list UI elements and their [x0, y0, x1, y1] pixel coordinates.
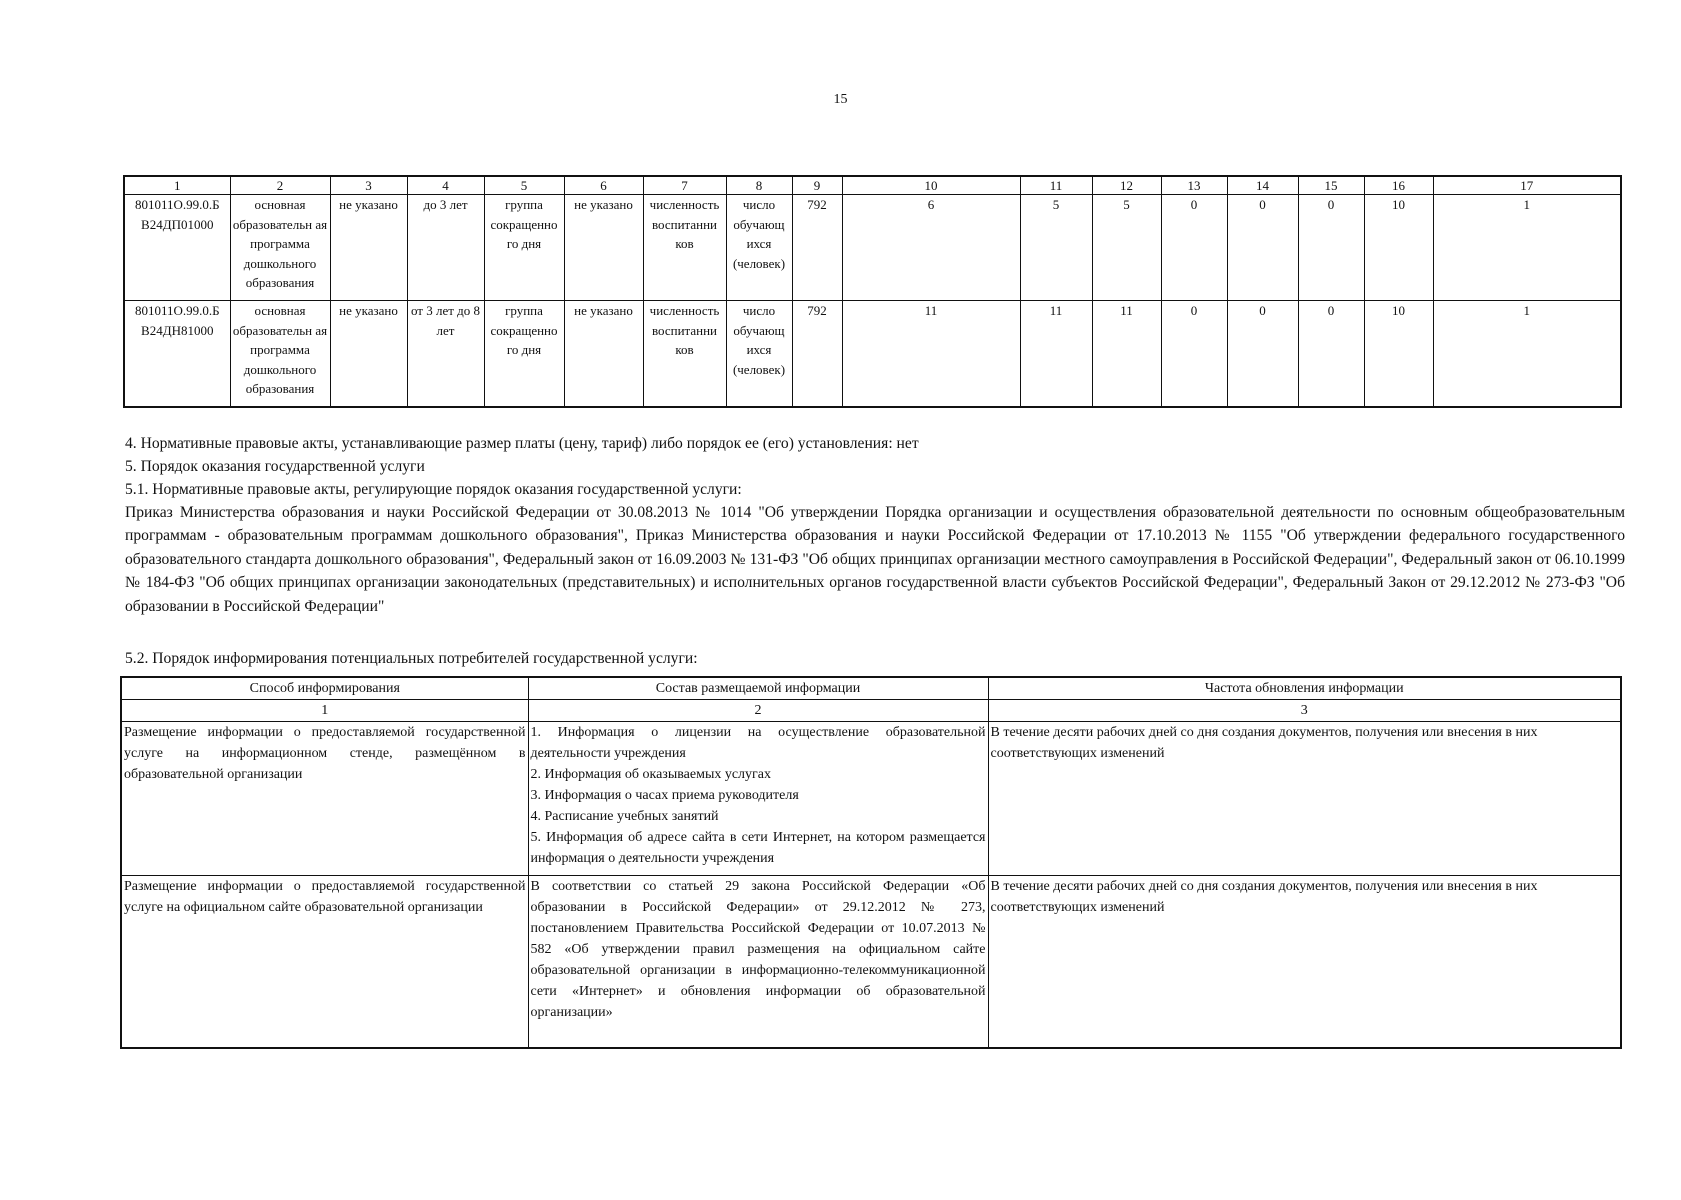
code-cell: 792	[792, 301, 842, 407]
column-number: 5	[484, 176, 564, 195]
value-cell: 11	[1092, 301, 1161, 407]
program-cell: основная образовательн ая программа дошкольного образования	[230, 301, 330, 407]
table-row	[124, 301, 1621, 407]
value-cell: 0	[1161, 301, 1227, 407]
value-cell: 10	[1364, 195, 1433, 301]
column-number: 11	[1020, 176, 1092, 195]
list-item: 5. Информация об адресе сайта в сети Интернет, на котором размещается информация о деятельности учреждения	[530, 830, 986, 866]
content-cell: В соответствии со статьей 29 закона Российской Федерации «Об образовании в Российской Федерации» от 29.12.2012 № 273, постановлением Правительства Российской Федерации от 10.07.2013 № 582 «Об утверждении правил размещения на официальном сайте образовательной организации в информационно-телекоммуникационной сети «Интернет» и обновления информации об образовательной организации»	[528, 876, 988, 1048]
table-cell: не указано	[564, 195, 643, 301]
method-cell: Размещение информации о предоставляемой государственной услуге на информационном стенде, размещённом в образовательной организации	[121, 722, 528, 876]
table-number-row	[121, 700, 1621, 722]
list-item: 4. Расписание учебных занятий	[530, 809, 719, 824]
column-number: 6	[564, 176, 643, 195]
value-cell: 5	[1020, 195, 1092, 301]
column-number: 3	[330, 176, 407, 195]
column-number: 9	[792, 176, 842, 195]
registry-code-cell: 801011О.99.0.Б В24ДН81000	[124, 301, 230, 407]
column-number: 2	[528, 700, 988, 722]
code-cell: 792	[792, 195, 842, 301]
value-cell: 0	[1161, 195, 1227, 301]
column-number: 1	[121, 700, 528, 722]
table-cell: не указано	[330, 301, 407, 407]
list-item: 3. Информация о часах приема руководителя	[530, 788, 799, 803]
column-number: 12	[1092, 176, 1161, 195]
table-cell: не указано	[564, 301, 643, 407]
column-number: 13	[1161, 176, 1227, 195]
header-content: Состав размещаемой информации	[528, 677, 988, 700]
list-item: 2. Информация об оказываемых услугах	[530, 767, 772, 782]
value-cell: 0	[1298, 195, 1364, 301]
column-number: 4	[407, 176, 484, 195]
section-4-text: 4. Нормативные правовые акты, устанавливающие размер платы (цену, тариф) либо порядок ее (его) установления: нет	[125, 435, 919, 452]
column-number: 8	[726, 176, 792, 195]
column-number: 14	[1227, 176, 1298, 195]
unit-cell: число обучающ ихся (человек)	[726, 301, 792, 407]
group-cell: группа сокращенно го дня	[484, 301, 564, 407]
table-row	[124, 195, 1621, 301]
content-cell	[528, 722, 988, 876]
value-cell: 11	[1020, 301, 1092, 407]
information-table	[120, 676, 1622, 1049]
value-cell: 0	[1227, 195, 1298, 301]
table-header-row	[124, 176, 1621, 195]
age-cell: от 3 лет до 8 лет	[407, 301, 484, 407]
indicators-table	[123, 175, 1622, 408]
page-number: 15	[833, 92, 848, 107]
method-cell: Размещение информации о предоставляемой государственной услуге на официальном сайте образовательной организации	[121, 876, 528, 1048]
table-header-row	[121, 677, 1621, 700]
column-number: 16	[1364, 176, 1433, 195]
list-item: 1. Информация о лицензии на осуществление образовательной деятельности учреждения	[530, 725, 986, 761]
column-number: 15	[1298, 176, 1364, 195]
group-cell: группа сокращенно го дня	[484, 195, 564, 301]
column-number: 7	[643, 176, 726, 195]
column-number: 17	[1433, 176, 1621, 195]
column-number: 3	[988, 700, 1621, 722]
value-cell: 11	[842, 301, 1020, 407]
header-frequency: Частота обновления информации	[988, 677, 1621, 700]
section-5-2-heading: 5.2. Порядок информирования потенциальных потребителей государственной услуги:	[125, 650, 698, 667]
value-cell: 0	[1227, 301, 1298, 407]
value-cell: 6	[842, 195, 1020, 301]
section-5-1-heading: 5.1. Нормативные правовые акты, регулирующие порядок оказания государственной услуги:	[125, 481, 742, 498]
table-row	[121, 876, 1621, 1048]
program-cell: основная образовательн ая программа дошкольного образования	[230, 195, 330, 301]
value-cell: 1	[1433, 195, 1621, 301]
value-cell: 10	[1364, 301, 1433, 407]
value-cell: 0	[1298, 301, 1364, 407]
age-cell: до 3 лет	[407, 195, 484, 301]
column-number: 10	[842, 176, 1020, 195]
value-cell: 1	[1433, 301, 1621, 407]
table-cell: не указано	[330, 195, 407, 301]
header-method: Способ информирования	[121, 677, 528, 700]
value-cell: 5	[1092, 195, 1161, 301]
section-5-heading: 5. Порядок оказания государственной услуги	[125, 458, 425, 475]
frequency-cell: В течение десяти рабочих дней со дня создания документов, получения или внесения в них соответствующих изменений	[988, 722, 1621, 876]
unit-cell: число обучающ ихся (человек)	[726, 195, 792, 301]
indicator-cell: численность воспитанни ков	[643, 301, 726, 407]
column-number: 1	[124, 176, 230, 195]
column-number: 2	[230, 176, 330, 195]
registry-code-cell: 801011О.99.0.Б В24ДП01000	[124, 195, 230, 301]
frequency-cell: В течение десяти рабочих дней со дня создания документов, получения или внесения в них соответствующих изменений	[988, 876, 1621, 1048]
section-5-1-text: Приказ Министерства образования и науки Российской Федерации от 30.08.2013 № 1014 "Об утверждении Порядка организации и осуществления образовательной деятельности по основным общеобразовательным программам - образовательным программам дошкольного образования", Приказ Министерства образования и науки Российской Федерации от 17.10.2013 № 1155 "Об утверждении федерального государственного образовательного стандарта дошкольного образования", Федеральный закон от 16.09.2003 № 131-ФЗ "Об общих принципах организации местного самоуправления в Российской Федерации", Федеральный закон от 06.10.1999 № 184-ФЗ "Об общих принципах организации законодательных (представительных) и исполнительных органов государственной власти субъектов Российской Федерации", Федеральный Закон от 29.12.2012 № 273-ФЗ "Об образовании в Российской Федерации"	[125, 504, 1625, 615]
table-row	[121, 722, 1621, 876]
indicator-cell: численность воспитанни ков	[643, 195, 726, 301]
